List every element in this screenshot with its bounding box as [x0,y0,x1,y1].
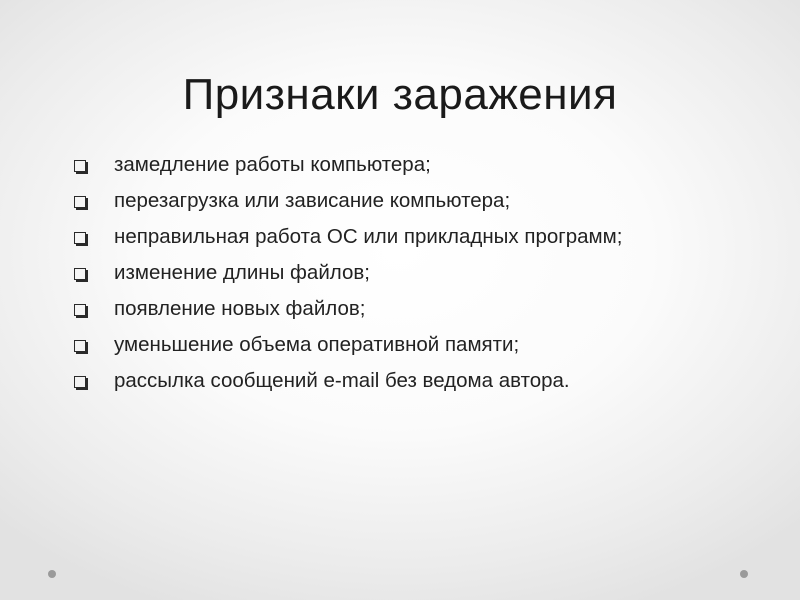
checkbox-bullet-icon [74,340,86,352]
list-item [72,332,714,358]
checkbox-bullet-icon [74,304,86,316]
checkbox-bullet-icon [74,232,86,244]
bullet-text: изменение длины файлов; [114,261,370,284]
list-item [72,260,714,286]
checkbox-bullet-icon [74,196,86,208]
bullet-text: неправильная работа ОС или прикладных программ; [114,225,623,248]
bullet-text: замедление работы компьютера; [114,153,431,176]
checkbox-bullet-icon [74,376,86,388]
bullet-text: перезагрузка или зависание компьютера; [114,189,511,212]
list-item [72,368,714,394]
bullet-list [72,152,714,404]
dot-icon [740,570,748,578]
bullet-text: появление новых файлов; [114,297,366,320]
checkbox-bullet-icon [74,160,86,172]
list-item [72,224,714,250]
slide-title: Признаки заражения [182,70,618,119]
checkbox-bullet-icon [74,268,86,280]
bullet-text: рассылка сообщений e-mail без ведома автора. [114,369,570,392]
list-item [72,296,714,322]
list-item [72,152,714,178]
dot-icon [48,570,56,578]
list-item [72,188,714,214]
bullet-text: уменьшение объема оперативной памяти; [114,333,520,356]
